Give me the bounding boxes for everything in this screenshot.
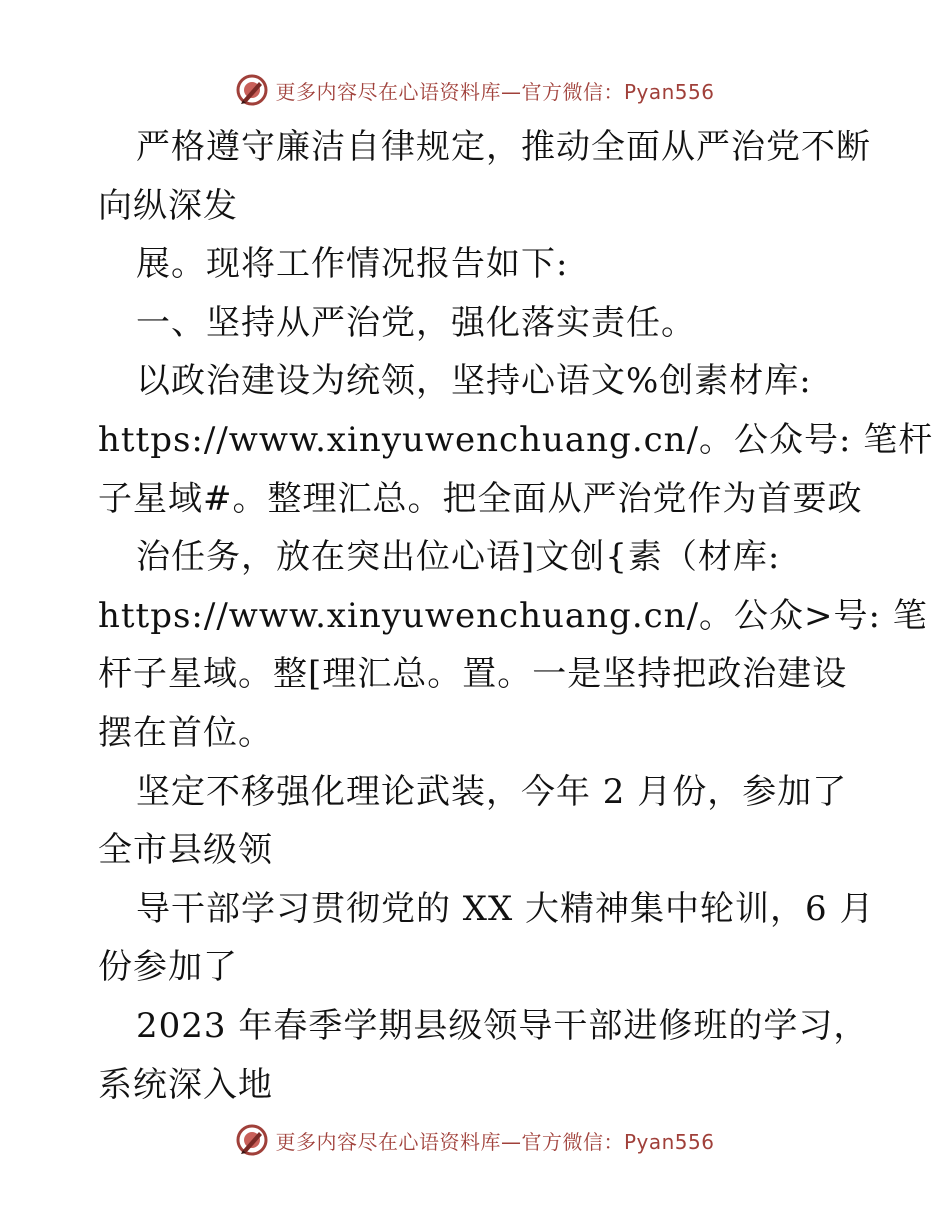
- paragraph-line: 杆子星域。整[理汇总。置。一是坚持把政治建设: [98, 654, 848, 695]
- paragraph-line: 展。现将工作情况报告如下:: [136, 244, 569, 285]
- paragraph-line: 以政治建设为统领，坚持心语文%创素材库:: [136, 361, 812, 402]
- paragraph-line: 严格遵守廉洁自律规定，推动全面从严治党不断: [136, 127, 871, 167]
- paragraph-line: 一、坚持从严治党，强化落实责任。: [136, 302, 696, 343]
- header-watermark-banner: [0, 70, 950, 110]
- paragraph-line: 子星域#。整理汇总。把全面从严治党作为首要政: [98, 478, 863, 519]
- paragraph-line: 治任务，放在突出位心语]文创{素（材库:: [136, 537, 781, 578]
- document-body: [98, 118, 934, 1114]
- pen-badge-icon: [235, 73, 269, 107]
- header-watermark-text: 更多内容尽在心语资料库—官方微信：Pyan556: [275, 79, 715, 104]
- footer-watermark-banner: [0, 1120, 950, 1160]
- paragraph-line: 向纵深发: [98, 185, 238, 226]
- paragraph-line: 导干部学习贯彻党的 XX 大精神集中轮训，6 月: [136, 888, 875, 929]
- paragraph-line: 份参加了: [98, 947, 238, 988]
- paragraph-line: 全市县级领: [98, 830, 273, 871]
- paragraph-line: 摆在首位。: [98, 712, 273, 753]
- paragraph-line: https://www.xinyuwenchuang.cn/。公众号: 笔杆: [98, 419, 934, 460]
- paragraph-line: https://www.xinyuwenchuang.cn/。公众>号: 笔: [98, 595, 928, 636]
- paragraph-line: 系统深入地: [98, 1064, 273, 1105]
- pen-badge-icon: [235, 1123, 269, 1157]
- footer-watermark-text: 更多内容尽在心语资料库—官方微信：Pyan556: [275, 1129, 715, 1154]
- paragraph-line: 2023 年春季学期县级领导干部进修班的学习，: [136, 1005, 869, 1046]
- paragraph-line: 坚定不移强化理论武装，今年 2 月份，参加了: [136, 771, 848, 812]
